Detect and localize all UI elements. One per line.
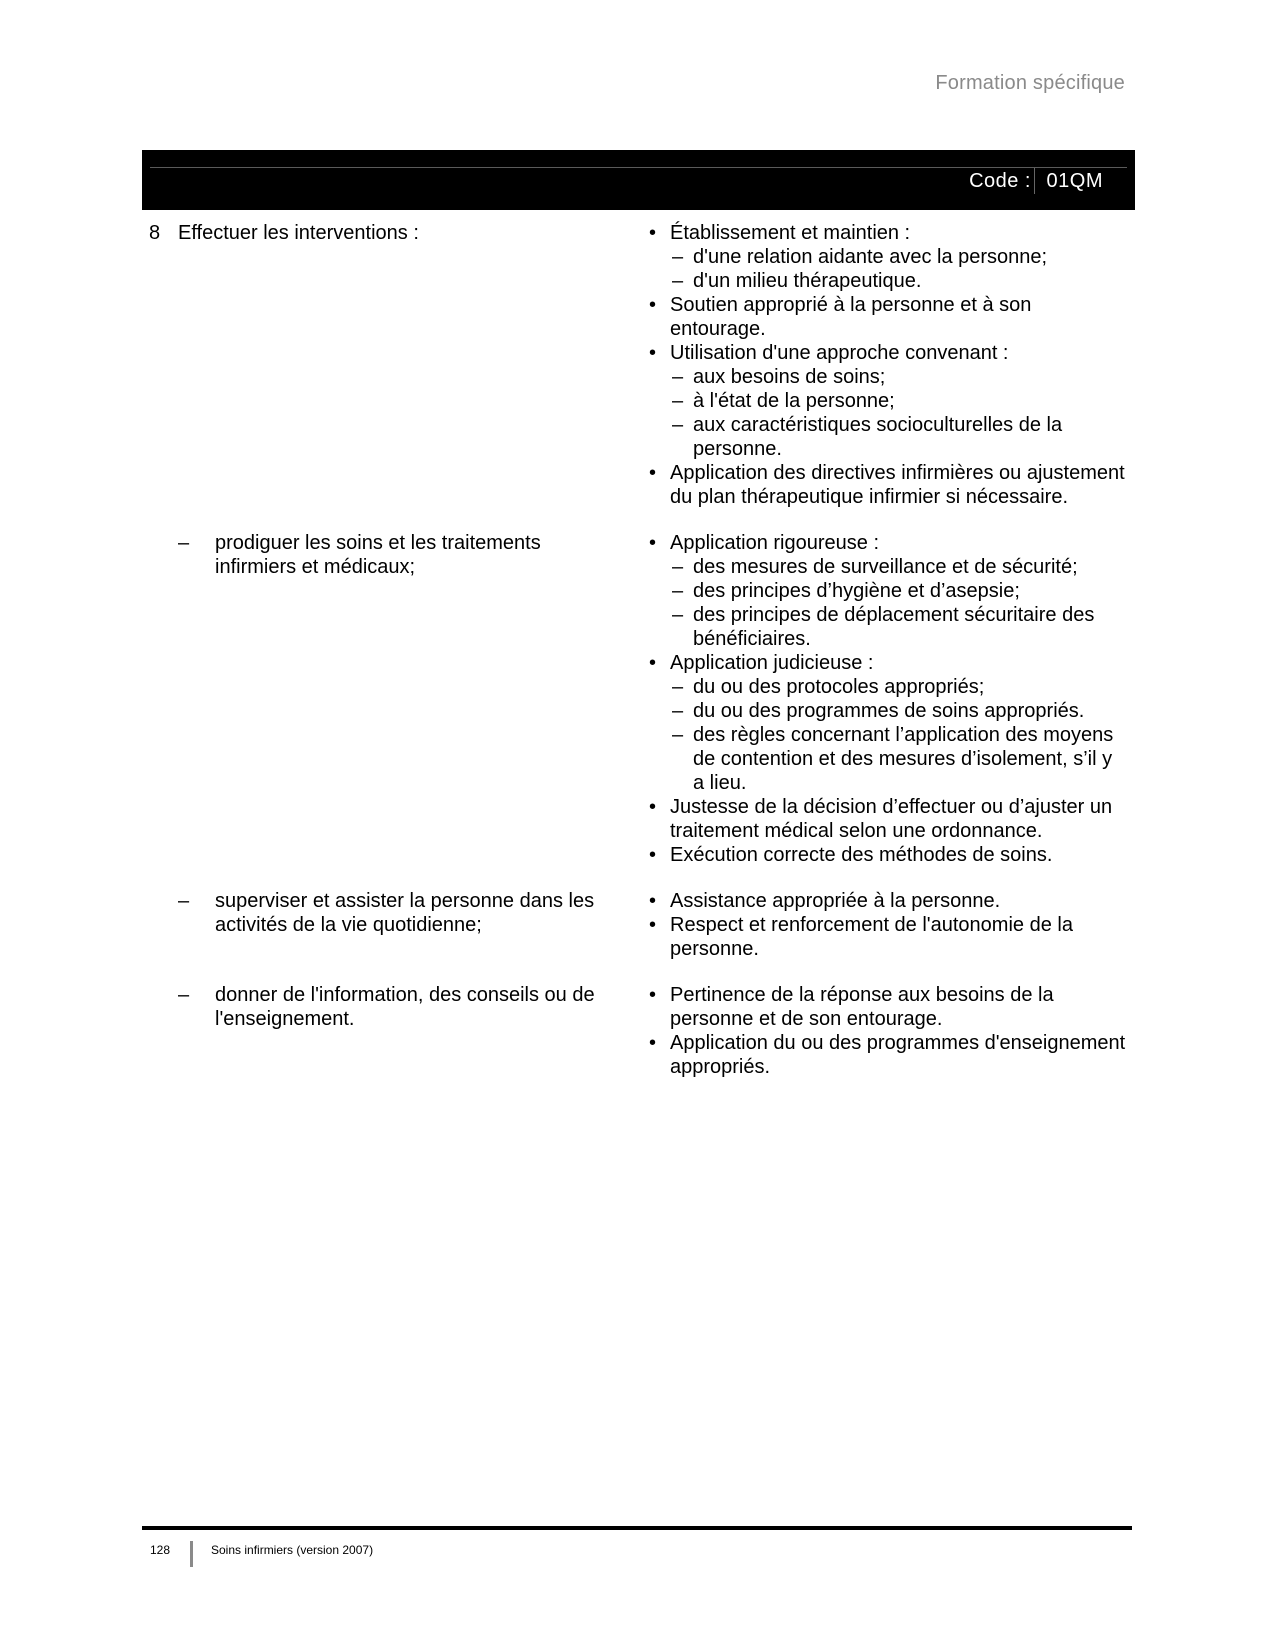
dash-icon: – (672, 700, 684, 722)
table-row (142, 889, 1135, 961)
bullet-icon: • (649, 652, 657, 674)
criteria-item (647, 341, 1127, 461)
dash-icon: – (672, 724, 684, 746)
code-bar-rule (150, 167, 1127, 168)
criteria-list (647, 889, 1127, 961)
criteria-text: Respect et renforcement de l'autonomie de la personne. (670, 914, 1073, 960)
criteria-item (647, 293, 1127, 341)
criteria-text: Application judicieuse : (670, 652, 874, 674)
criteria-cell (647, 531, 1127, 867)
criteria-list (647, 531, 1127, 867)
sub-criteria-text: des principes d’hygiène et d’asepsie; (693, 580, 1020, 602)
dashed-element (178, 983, 632, 1031)
criteria-list (647, 221, 1127, 509)
bullet-icon: • (649, 984, 657, 1006)
sub-criteria-item (670, 245, 1127, 269)
element-cell (142, 531, 632, 867)
element-cell (142, 221, 632, 509)
element-text: Effectuer les interventions : (178, 222, 419, 244)
sub-criteria-text: du ou des programmes de soins appropriés. (693, 700, 1085, 722)
sub-criteria-list (670, 245, 1127, 293)
element-number: 8 (149, 222, 161, 244)
sub-criteria-text: aux besoins de soins; (693, 366, 886, 388)
criteria-item (647, 795, 1127, 843)
sub-criteria-item (670, 413, 1127, 461)
table-row (142, 221, 1135, 509)
bullet-icon: • (649, 532, 657, 554)
dash-icon: – (672, 246, 684, 268)
element-text: donner de l'information, des conseils ou de l'enseignement. (215, 984, 595, 1030)
sub-criteria-item (670, 389, 1127, 413)
dash-icon: – (672, 676, 684, 698)
criteria-item (647, 531, 1127, 651)
sub-criteria-item (670, 675, 1127, 699)
sub-criteria-text: des mesures de surveillance et de sécurité; (693, 556, 1078, 578)
dashed-element (178, 889, 632, 937)
sub-criteria-item (670, 555, 1127, 579)
element-text: superviser et assister la personne dans les activités de la vie quotidienne; (215, 890, 595, 936)
criteria-text: Application des directives infirmières ou ajustement du plan thérapeutique infirmier si nécessaire. (670, 462, 1125, 508)
sub-criteria-item (670, 579, 1127, 603)
criteria-cell (647, 889, 1127, 961)
table-row (142, 531, 1135, 867)
element-cell (142, 983, 632, 1079)
element-text: prodiguer les soins et les traitements infirmiers et médicaux; (215, 532, 541, 578)
criteria-item (647, 983, 1127, 1031)
criteria-text: Application du ou des programmes d'enseignement appropriés. (670, 1032, 1126, 1078)
criteria-text: Justesse de la décision d’effectuer ou d’ajuster un traitement médical selon une ordonnance. (670, 796, 1113, 842)
criteria-text: Assistance appropriée à la personne. (670, 890, 1001, 912)
sub-criteria-item (670, 365, 1127, 389)
dash-icon: – (672, 556, 684, 578)
bullet-icon: • (649, 1032, 657, 1054)
element-dash: – (178, 890, 190, 912)
element-cell (142, 889, 632, 961)
dash-icon: – (672, 580, 684, 602)
criteria-cell (647, 221, 1127, 509)
bullet-icon: • (649, 342, 657, 364)
criteria-text: Établissement et maintien : (670, 222, 911, 244)
criteria-item (647, 651, 1127, 795)
dash-icon: – (672, 604, 684, 626)
bullet-icon: • (649, 294, 657, 316)
criteria-item (647, 889, 1127, 913)
bullet-icon: • (649, 222, 657, 244)
criteria-text: Exécution correcte des méthodes de soins. (670, 844, 1053, 866)
criteria-text: Application rigoureuse : (670, 532, 880, 554)
sub-criteria-text: aux caractéristiques socioculturelles de la personne. (693, 414, 1063, 460)
element-dash: – (178, 532, 190, 554)
sub-criteria-list (670, 675, 1127, 795)
criteria-item (647, 913, 1127, 961)
sub-criteria-item (670, 699, 1127, 723)
sub-criteria-list (670, 365, 1127, 461)
sub-criteria-text: des principes de déplacement sécuritaire des bénéficiaires. (693, 604, 1095, 650)
sub-criteria-text: d'un milieu thérapeutique. (693, 270, 922, 292)
sub-criteria-text: à l'état de la personne; (693, 390, 895, 412)
dash-icon: – (672, 366, 684, 388)
table-row (142, 983, 1135, 1079)
competency-table (142, 221, 1135, 1101)
criteria-text: Utilisation d'une approche convenant : (670, 342, 1009, 364)
criteria-list (647, 983, 1127, 1079)
page-number: 128 (150, 1543, 171, 1557)
numbered-element (149, 221, 632, 245)
bullet-icon: • (649, 844, 657, 866)
criteria-item (647, 843, 1127, 867)
dash-icon: – (672, 270, 684, 292)
code-bar (142, 150, 1135, 210)
code-separator (1034, 168, 1035, 194)
criteria-item (647, 1031, 1127, 1079)
sub-criteria-item (670, 269, 1127, 293)
dash-icon: – (672, 414, 684, 436)
bullet-icon: • (649, 796, 657, 818)
footer-rule (142, 1526, 1132, 1530)
code-label: Code : (969, 170, 1031, 192)
bullet-icon: • (649, 462, 657, 484)
element-dash: – (178, 984, 190, 1006)
sub-criteria-item (670, 723, 1127, 795)
dashed-element (178, 531, 632, 579)
criteria-item (647, 221, 1127, 293)
criteria-item (647, 461, 1127, 509)
sub-criteria-text: du ou des protocoles appropriés; (693, 676, 985, 698)
criteria-cell (647, 983, 1127, 1079)
sub-criteria-list (670, 555, 1127, 651)
footer-doc-title: Soins infirmiers (version 2007) (211, 1543, 374, 1557)
footer-separator (190, 1541, 193, 1567)
criteria-text: Pertinence de la réponse aux besoins de la personne et de son entourage. (670, 984, 1054, 1030)
bullet-icon: • (649, 890, 657, 912)
bullet-icon: • (649, 914, 657, 936)
sub-criteria-text: d'une relation aidante avec la personne; (693, 246, 1048, 268)
dash-icon: – (672, 390, 684, 412)
code-value: 01QM (1046, 170, 1103, 192)
sub-criteria-item (670, 603, 1127, 651)
criteria-text: Soutien approprié à la personne et à son entourage. (670, 294, 1032, 340)
running-header: Formation spécifique (935, 72, 1125, 94)
sub-criteria-text: des règles concernant l’application des moyens de contention et des mesures d’isolement, s’il y a lieu. (693, 724, 1114, 794)
